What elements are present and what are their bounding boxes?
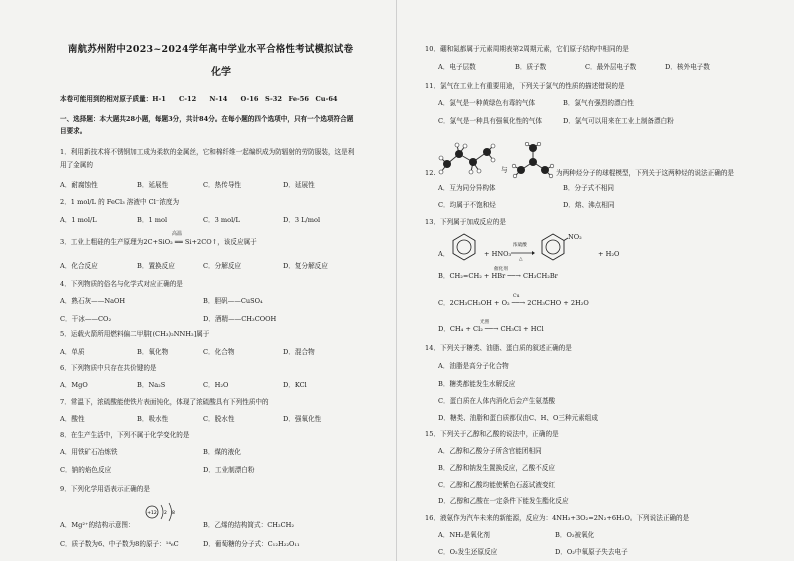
q12-option-b[interactable]: B．分子式不相同 — [563, 184, 615, 192]
q8-option-d[interactable]: D．工业制漂白粉 — [203, 466, 255, 474]
q12-option-d[interactable]: D．熔、沸点相同 — [563, 201, 615, 209]
q1-option-b[interactable]: B．延展性 — [137, 181, 169, 189]
q11-option-d[interactable]: D．氯气可以用来在工业上制备漂白粉 — [563, 117, 674, 125]
q9-option-b[interactable]: B．乙烯的结构简式：CH₂CH₂ — [203, 521, 295, 529]
q2-option-d[interactable]: D．3 L/mol — [283, 216, 321, 224]
q3-stem: 3．工业上粗硅的生产原理为2C+SiO₂ ══ Si+2CO↑，该反应属于 — [60, 238, 257, 246]
q13-b-condition: 催化剂 — [494, 267, 508, 272]
q3-option-d[interactable]: D．复分解反应 — [283, 262, 328, 270]
q14-option-a[interactable]: A．油脂是高分子化合物 — [438, 362, 509, 370]
q13-a-water: + H₂O — [598, 250, 620, 258]
q10-option-d[interactable]: D．核外电子数 — [665, 63, 710, 71]
q8-option-b[interactable]: B．煤的液化 — [203, 448, 241, 456]
q16-option-c[interactable]: C．O₂发生还原反应 — [438, 548, 498, 556]
q4-option-c[interactable]: C．干冰——CO₂ — [60, 315, 112, 323]
q10-option-b[interactable]: B．质子数 — [515, 63, 547, 71]
q3-condition: 高温 — [172, 231, 183, 237]
q10-option-a[interactable]: A．电子层数 — [438, 63, 476, 71]
q13-a-condition-bottom: △ — [519, 257, 523, 262]
q9-stem: 9．下列化学用语表示正确的是 — [60, 485, 150, 493]
q6-option-c[interactable]: C．H₂O — [203, 381, 229, 389]
q9-option-a[interactable]: A．Mg²⁺的结构示意图： — [60, 521, 135, 529]
q8-option-c[interactable]: C．钠的焰色反应 — [60, 466, 112, 474]
q13-option-a-label[interactable]: A． — [438, 250, 450, 258]
q13-option-c[interactable]: C．2CH₃CH₂OH + O₂ ──→ 2CH₃CHO + 2H₂O — [438, 299, 589, 307]
q4-stem: 4．下列物质的俗名与化学式对应正确的是 — [60, 280, 183, 288]
q6-option-a[interactable]: A．MgO — [60, 381, 88, 389]
q11-option-a[interactable]: A．氯气是一种黄绿色有毒的气体 — [438, 99, 536, 107]
q11-option-b[interactable]: B．氯气有强烈的漂白性 — [563, 99, 634, 107]
q1-stem-line1: 1．利用新技术将不锈钢加工成为柔软的金属丝，它和棉纤维一起编织成为防辐射的劳防服装，这是利 — [60, 148, 355, 156]
q7-stem: 7．常温下，浓硫酸能使铁片表面钝化，体现了浓硫酸具有下列性质中的 — [60, 398, 269, 406]
q14-stem: 14．下列关于糖类、油脂、蛋白质的叙述正确的是 — [425, 344, 572, 352]
q10-option-c[interactable]: C．最外层电子数 — [585, 63, 637, 71]
q5-option-d[interactable]: D．混合物 — [283, 348, 315, 356]
q13-c-condition: Cu — [513, 294, 520, 299]
diagram-nucleus: +12 — [147, 511, 157, 516]
q12-stem: 为两种烃分子的球棍模型，下列关于这两种烃的说法正确的是 — [556, 169, 735, 177]
q2-option-c[interactable]: C．3 mol/L — [203, 216, 240, 224]
q2-option-a[interactable]: A．1 mol/L — [60, 216, 97, 224]
q13-option-d[interactable]: D．CH₄ + Cl₂ ──→ CH₃Cl + HCl — [438, 325, 544, 333]
q2-option-b[interactable]: B．1 mol — [137, 216, 168, 224]
q7-option-a[interactable]: A．酸性 — [60, 415, 85, 423]
q13-d-condition: 光照 — [480, 320, 490, 325]
mg-ion-structure-diagram — [142, 499, 182, 525]
q5-stem: 5．运载火箭所用燃料偏二甲肼[(CH₃)₂NNH₂]属于 — [60, 330, 210, 338]
q7-option-c[interactable]: C．脱水性 — [203, 415, 235, 423]
q12-option-c[interactable]: C．均属于不饱和烃 — [438, 201, 496, 209]
q12-option-a[interactable]: A．互为同分异构体 — [438, 184, 496, 192]
q6-option-d[interactable]: D．KCl — [283, 381, 307, 389]
q14-option-c[interactable]: C．蛋白质在人体内消化后会产生氨基酸 — [438, 397, 556, 405]
instructions-line2: 目要求。 — [60, 127, 87, 135]
q3-option-b[interactable]: B．置换反应 — [137, 262, 175, 270]
q13-a-reagent: + HNO₃ — [484, 250, 512, 258]
q6-stem: 6．下列物质中只存在共价键的是 — [60, 364, 157, 372]
q5-option-a[interactable]: A．单质 — [60, 348, 85, 356]
q7-option-d[interactable]: D．强氧化性 — [283, 415, 322, 423]
q4-option-a[interactable]: A．熟石灰——NaOH — [60, 297, 126, 305]
q16-option-a[interactable]: A．NH₃是氧化剂 — [438, 531, 490, 539]
q4-option-b[interactable]: B．胆矾——CuSO₄ — [203, 297, 263, 305]
q16-option-d[interactable]: D．O₂中氧原子失去电子 — [555, 548, 628, 556]
q15-option-d[interactable]: D．乙醇和乙酸在一定条件下能发生酯化反应 — [438, 497, 569, 505]
q15-option-b[interactable]: B．乙醇和钠发生置换反应，乙酸不反应 — [438, 464, 555, 472]
benzene-ring-icon — [449, 232, 479, 262]
q16-stem: 16．液氨作为汽车未来的新能源，反应为：4NH₃+3O₂=2N₂+6H₂O。下列说法正确的是 — [425, 514, 690, 522]
column-divider — [396, 0, 397, 561]
q3-option-a[interactable]: A．化合反应 — [60, 262, 98, 270]
q10-stem: 10．硼和氮都属于元素周期表第2周期元素，它们原子结构中相同的是 — [425, 45, 629, 53]
q2-stem: 2．1 mol/L 的 FeCl₃ 溶液中 Cl⁻浓度为 — [60, 198, 180, 206]
q6-option-b[interactable]: B．Na₂S — [137, 381, 166, 389]
q5-option-b[interactable]: B．氧化物 — [137, 348, 169, 356]
atomic-masses: 本卷可能用到的相对原子质量：H-1 C-12 N-14 O-16 S-32 Fe-56 Cu-64 — [60, 95, 338, 103]
q12-number: 12. — [425, 169, 436, 177]
q7-option-b[interactable]: B．吸水性 — [137, 415, 169, 423]
q9-option-c[interactable]: C．质子数为6、中子数为8的原子：¹⁴₆C — [60, 540, 179, 548]
q15-stem: 15．下列关于乙醇和乙酸的说法中，正确的是 — [425, 430, 559, 438]
q15-option-c[interactable]: C．乙醇和乙酸均能使紫色石蕊试液变红 — [438, 481, 556, 489]
q1-option-d[interactable]: D．延展性 — [283, 181, 315, 189]
butane-ball-stick-model — [437, 140, 497, 180]
diagram-electrons-2: 8 — [172, 511, 175, 516]
q5-option-c[interactable]: C．化合物 — [203, 348, 235, 356]
q1-option-c[interactable]: C．热传导性 — [203, 181, 242, 189]
exam-title: 南航苏州附中2023~2024学年高中学业水平合格性考试模拟试卷 — [68, 44, 354, 55]
q11-option-c[interactable]: C．氯气是一种具有强氧化性的气体 — [438, 117, 542, 125]
q1-stem-line2: 用了金属的 — [60, 161, 93, 169]
reaction-arrow-icon — [511, 250, 535, 256]
q9-option-d[interactable]: D．葡萄糖的分子式：C₁₂H₂₂O₁₁ — [203, 540, 300, 548]
q12-and: 与 — [501, 166, 508, 174]
q13-stem: 13．下列属于加成反应的是 — [425, 218, 506, 226]
q13-option-b[interactable]: B．CH₂=CH₂ + HBr ──→ CH₃CH₂Br — [438, 272, 558, 280]
subject-title: 化学 — [211, 67, 231, 78]
nitrobenzene-ring-icon — [538, 232, 568, 262]
q11-stem: 11．氯气在工业上有重要用途，下列关于氯气的性质的描述错误的是 — [425, 82, 625, 90]
isobutane-ball-stick-model — [511, 142, 555, 180]
q14-option-b[interactable]: B．糖类都能发生水解反应 — [438, 380, 516, 388]
q13-a-condition-top: 浓硫酸 — [513, 243, 527, 248]
q1-option-a[interactable]: A．耐腐蚀性 — [60, 181, 98, 189]
q4-option-d[interactable]: D．酒精——CH₃COOH — [203, 315, 277, 323]
instructions-line1: 一、选择题：本大题共28小题，每题3分，共计84分。在每小题的四个选项中，只有一个选项符合题 — [60, 115, 354, 123]
diagram-electrons-1: 2 — [164, 511, 167, 516]
q14-option-d[interactable]: D．糖类、油脂和蛋白质都仅由C、H、O三种元素组成 — [438, 414, 598, 422]
q3-option-c[interactable]: C．分解反应 — [203, 262, 242, 270]
q13-a-product-group: NO₂ — [568, 233, 582, 241]
q16-option-b[interactable]: B．O₂被氧化 — [555, 531, 595, 539]
q8-option-a[interactable]: A．用铁矿石冶炼铁 — [60, 448, 118, 456]
q15-option-a[interactable]: A．乙醇和乙酸分子所含官能团相同 — [438, 447, 542, 455]
q8-stem: 8．在生产生活中，下列不属于化学变化的是 — [60, 431, 190, 439]
